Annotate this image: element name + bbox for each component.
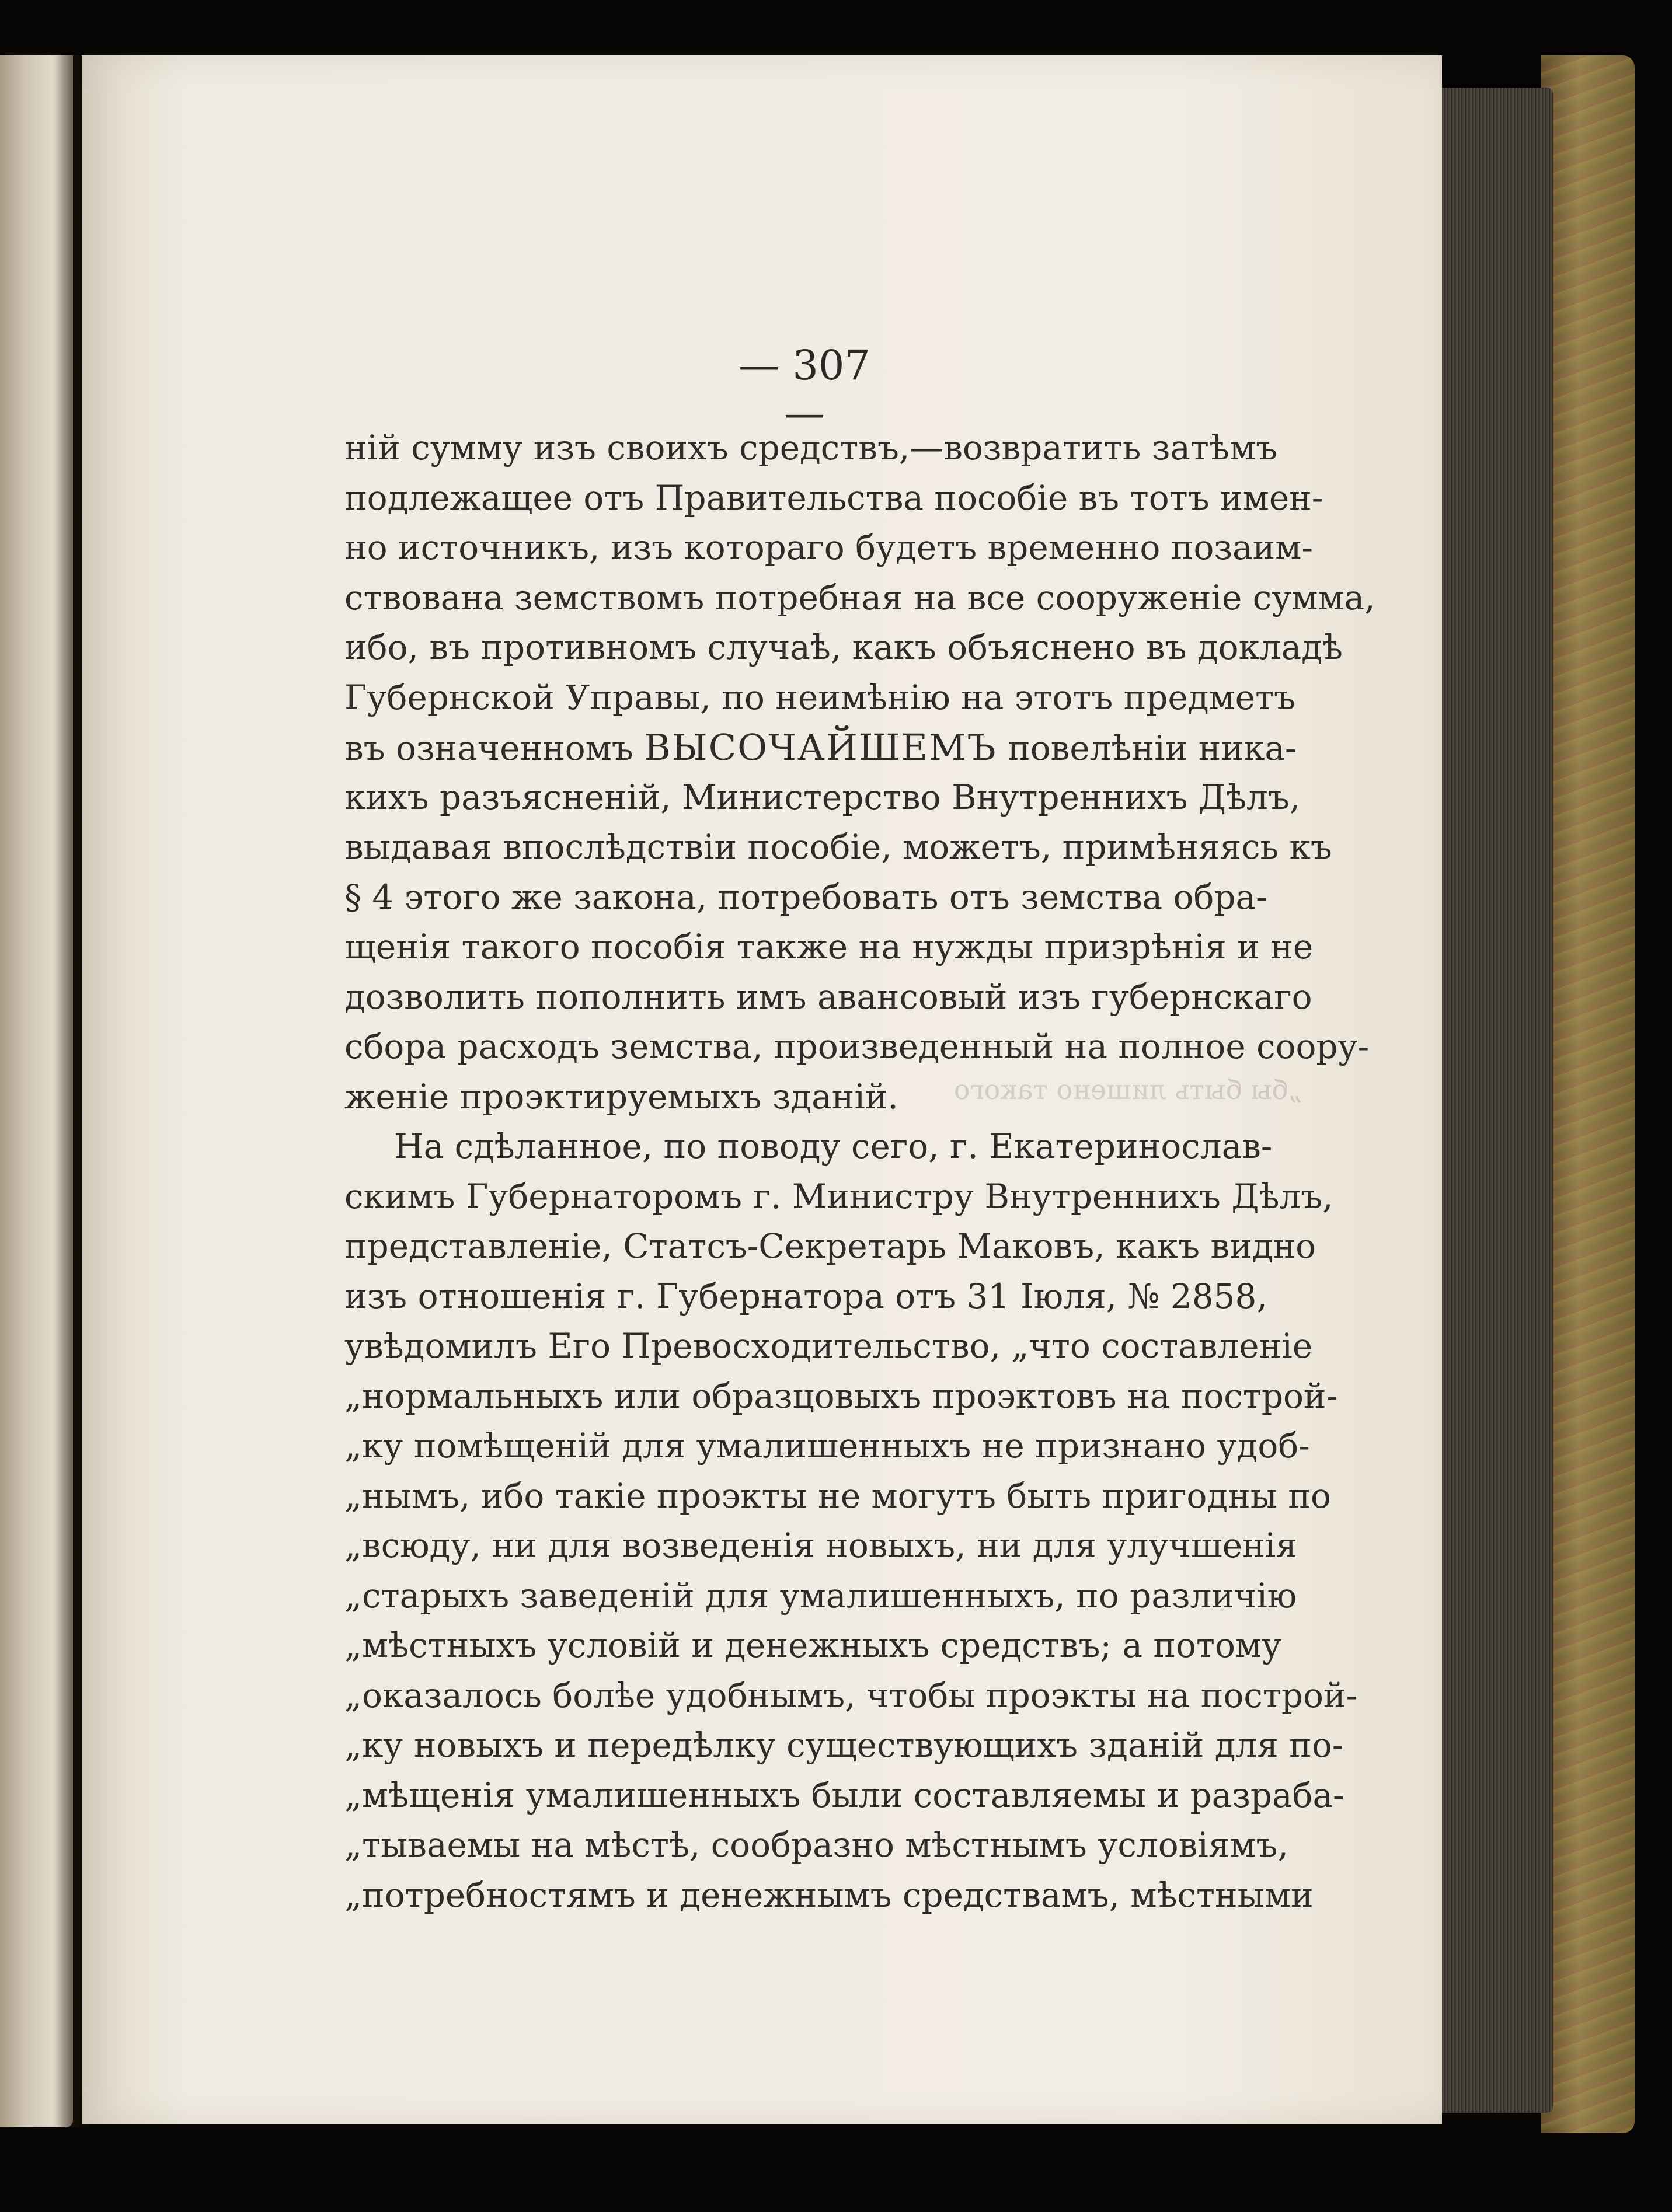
bleed-through-text: „бы быть лишено такого (953, 1074, 1302, 1105)
text-line: щенія такого пособія также на нужды призрѣнія и не (344, 927, 1314, 967)
text-line (344, 723, 1297, 773)
text-line: „старыхъ заведеній для умалишенныхъ, по различію (344, 1575, 1297, 1616)
page-number: — 307 — (739, 341, 870, 437)
text-line: ствована земствомъ потребная на все сооруженіе сумма, (344, 577, 1375, 617)
text-line: ній сумму изъ своихъ средствъ,—возвратить затѣмъ (344, 428, 1278, 467)
text-line: „потребностямъ и денежнымъ средствамъ, мѣстными (344, 1875, 1314, 1915)
text-span: въ означенномъ (344, 728, 645, 768)
text-line: „оказалось болѣе удобнымъ, чтобы проэкты на построй- (344, 1675, 1358, 1715)
book-page (82, 55, 1442, 2124)
page-stack-edges (1442, 88, 1553, 2113)
text-line: но источникъ, изъ котораго будетъ временно позаим- (344, 528, 1313, 567)
text-line: Губернской Управы, по неимѣнію на этотъ предметъ (344, 677, 1295, 717)
text-line: сбора расходъ земства, произведенный на полное соору- (344, 1027, 1370, 1066)
text-line: „нормальныхъ или образцовыхъ проэктовъ на построй- (344, 1376, 1338, 1416)
text-line: изъ отношенія г. Губернатора отъ 31 Іюля, № 2858, (344, 1276, 1267, 1316)
emphasis-caps: ВЫСОЧАЙШЕМЪ (644, 726, 997, 769)
text-line: ибо, въ противномъ случаѣ, какъ объяснено въ докладѣ (344, 627, 1343, 667)
text-line: увѣдомилъ Его Превосходительство, „что составленіе (344, 1326, 1313, 1366)
text-line: „мѣстныхъ условій и денежныхъ средствъ; а потому (344, 1625, 1282, 1665)
text-line: выдавая впослѣдствіи пособіе, можетъ, примѣняясь къ (344, 827, 1332, 867)
text-line: „ку помѣщеній для умалишенныхъ не признано удоб- (344, 1426, 1310, 1466)
text-line: женіе проэктируемыхъ зданій. (344, 1076, 898, 1117)
text-line: „тываемы на мѣстѣ, сообразно мѣстнымъ условіямъ, (344, 1825, 1288, 1865)
page-text (344, 423, 1375, 1920)
text-line: „ку новыхъ и передѣлку существующихъ зданій для по- (344, 1725, 1344, 1765)
text-line: „мѣщенія умалишенныхъ были составляемы и разраба- (344, 1775, 1344, 1815)
text-line: скимъ Губернаторомъ г. Министру Внутреннихъ Дѣлъ, (344, 1176, 1333, 1216)
text-line: подлежащее отъ Правительства пособіе въ тотъ имен- (344, 477, 1323, 518)
text-line: § 4 этого же закона, потребовать отъ земства обра- (344, 877, 1267, 917)
text-line: кихъ разъясненій, Министерство Внутреннихъ Дѣлъ, (344, 777, 1301, 817)
text-span: повелѣніи ника- (997, 728, 1297, 768)
text-line: представленіе, Статсъ-Секретарь Маковъ, какъ видно (344, 1226, 1316, 1266)
text-line: „нымъ, ибо такіе проэкты не могутъ быть пригодны по (344, 1475, 1331, 1516)
text-line: „всюду, ни для возведенія новыхъ, ни для улучшенія (344, 1526, 1297, 1565)
paragraph-start-line: На сдѣланное, по поводу сего, г. Екатеринослав- (394, 1126, 1273, 1166)
book-cover-edge (1541, 55, 1635, 2133)
text-line: дозволить пополнить имъ авансовый изъ губернскаго (344, 976, 1312, 1017)
